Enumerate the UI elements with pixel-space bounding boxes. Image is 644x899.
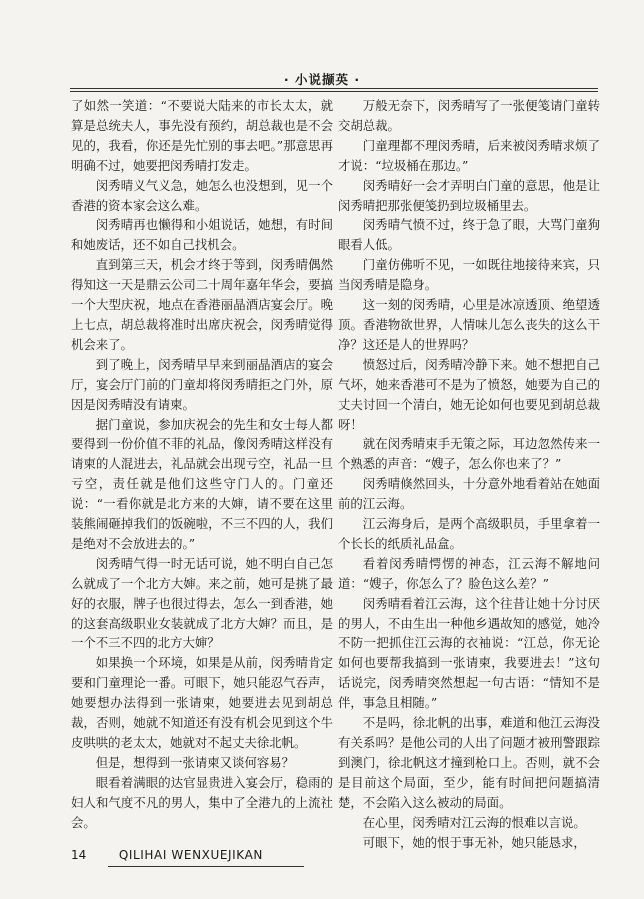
- header-rule: [70, 88, 598, 92]
- paragraph: 到了晚上，闵秀晴早早来到丽晶酒店的宴会厅，宴会厅门前的门童却将闵秀晴拒之门外，原因是闵秀晴没有请柬。: [71, 356, 333, 412]
- paragraph: 可眼下，她的恨于事无补，她只能恳求，: [362, 834, 586, 850]
- paragraph: 但是，想得到一张请柬又谈何容易？: [95, 754, 295, 770]
- paragraph: 直到第三天，机会才终于等到，闵秀晴偶然得知这一天是鼎云公司二十周年嘉年华会，要搞一个大型庆祝，地点在香港丽晶酒店宴会厅。晚上七点，胡总裁将准时出席庆祝会，闵秀晴觉得机会来了。: [71, 257, 333, 352]
- section-title: · 小说撷英 ·: [283, 72, 361, 87]
- page-number: 14: [71, 848, 87, 862]
- paragraph: 眼看着满眼的达官显贵进入宴会厅，稳雨的妇人和气度不凡的男人，集中了全港九的上流社会。: [71, 774, 333, 830]
- journal-name: QILIHAI WENXUEJIKAN: [118, 848, 263, 862]
- paragraph: 闵秀晴再也懒得和小姐说话，她想，有时间和她废话，还不如自己找机会。: [71, 217, 333, 253]
- paragraph: 闵秀晴好一会才弄明白门童的意思，他是让闵秀晴把那张便笺扔到垃圾桶里去。: [338, 177, 600, 213]
- paragraph: 闵秀晴气愤不过，终于急了眼，大骂门童狗眼看人低。: [338, 217, 600, 253]
- paragraph: 闵秀晴气得一时无话可说，她不明白自己怎么就成了一个北方大婶。来之前，她可是挑了最好的衣服，牌子也很过得去，怎么一到香港，她的这套高级职业女装就成了北方大婶？而且，是一个不三不四的北方大婶？: [71, 555, 333, 651]
- right-column: [338, 96, 600, 852]
- left-column: [71, 96, 333, 833]
- paragraph: 万般无奈下，闵秀晴写了一张便笺请门童转交胡总裁。: [338, 98, 600, 133]
- paragraph: 就在闵秀晴束手无策之际，耳边忽然传来一个熟悉的声音：“嫂子，怎么你也来了？”: [338, 436, 600, 472]
- paragraph: 在心里，闵秀晴对江云海的恨难以言说。: [362, 814, 586, 830]
- paragraph: 闵秀晴义气义急，她怎么也没想到，见一个香港的资本家会这么难。: [71, 177, 333, 213]
- paragraph: 如果换一个环境，如果是从前，闵秀晴肯定要和门童理论一番。可眼下，她只能忍气吞声，她要想办法得到一张请柬，她要进去见到胡总裁，否则，她就不知道还有没有机会见到这个牛皮哄哄的老太太，她就对不起丈夫徐北帆。: [71, 655, 333, 750]
- paragraph: 这一刻的闵秀晴，心里是冰凉透顶、绝望透顶。香港物欲世界，人情味儿怎么丧失的这么干净？这还是人的世界吗？: [338, 297, 600, 352]
- paragraph: 门童仿佛听不见，一如既往地接待来宾，只当闵秀晴是隐身。: [338, 257, 600, 293]
- paragraph: 看着闵秀晴愕愣的神态，江云海不解地问道：“嫂子，你怎么了？脸色这么差？”: [338, 555, 600, 591]
- paragraph: 了如然一笑道：“不要说大陆来的市长太太，就算是总统夫人，事先没有预约，胡总裁也是不会见的，我看，你还是先忙别的事去吧。”那意思再明确不过，她要把闵秀晴打发走。: [71, 98, 333, 173]
- paragraph: 据门童说，参加庆祝会的先生和女士每人都要得到一份价值不菲的礼品，像闵秀晴这样没有请柬的人混进去，礼品就会出现亏空，礼品一旦亏空，责任就是他们这些守门人的。门童还说：“一看你就是北方来的大婶，请不要在这里装熊闹砸掉我们的饭碗啦，不三不四的人，我们是绝对不会放进去的。”: [71, 416, 333, 551]
- paragraph: 不是吗，徐北帆的出事，难道和他江云海没有关系吗？是他公司的人出了问题才被刑警跟踪到澳门，徐北帆这才撞到枪口上。否则，就不会是目前这个局面，至少，能有时间把问题搞清楚，不会陷入这么被动的局面。: [338, 715, 600, 810]
- paragraph: 闵秀晴倏然回头，十分意外地看着站在她面前的江云海。: [338, 476, 600, 512]
- paragraph: 江云海身后，是两个高级职员，手里拿着一个长长的纸质礼品盒。: [338, 516, 600, 551]
- paragraph: 闵秀晴看着江云海，这个往昔让她十分讨厌的男人，不由生出一种他乡遇故知的感觉，她冷不防一把抓住江云海的衣袖说：“江总，你无论如何也要帮我搞到一张请柬，我要进去！”这句话说完，闵秀晴突然想起一句古语：“情知不是伴，事急且相随。”: [338, 595, 600, 711]
- footer-rule: [108, 866, 304, 867]
- page-footer: [71, 848, 263, 862]
- section-header: [0, 70, 644, 88]
- paragraph: 门童理都不理闵秀晴，后来被闵秀晴求烦了才说：“垃圾桶在那边。”: [338, 137, 600, 173]
- paragraph: 愤怒过后，闵秀晴冷静下来。她不想把自己气坏，她来香港可不是为了愤怒，她要为自己的丈夫讨回一个清白，她无论如何也要见到胡总裁呀！: [338, 356, 600, 432]
